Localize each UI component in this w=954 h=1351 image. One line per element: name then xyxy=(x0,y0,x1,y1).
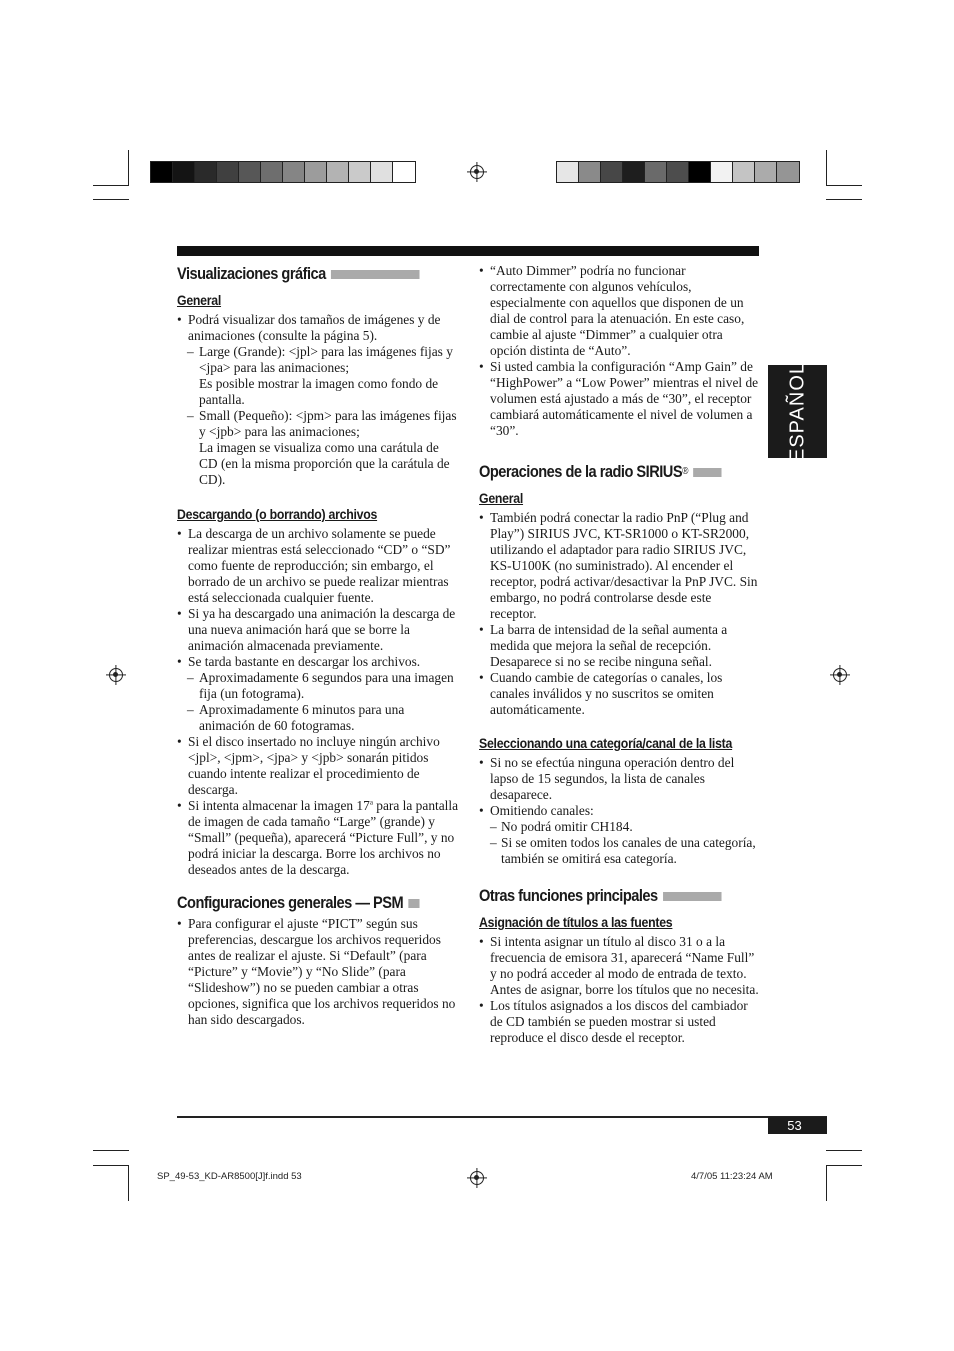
bullet-list xyxy=(479,934,761,1046)
list-item: • También podrá conectar la radio PnP (“Plug and Play”) SIRIUS JVC, KT-SR1000 o KT-SR2000, utilizando el adaptador para radio SIRIUS JVC, KS-U100K (no suministrado). Al encender el receptor, podrá activar/desactivar la PnP JVC. Sin embargo, no podrá controlarse desde este receptor. xyxy=(479,510,761,622)
bullet-list xyxy=(479,755,761,867)
color-swatch xyxy=(371,162,393,182)
section-rule xyxy=(331,270,420,279)
right-column xyxy=(479,263,761,1046)
crop-mark xyxy=(826,150,827,186)
list-subitem: – Small (Pequeño): <jpm> para las imágenes fijas y <jpb> para las animaciones; La imagen se visualiza como una carátula de CD (en la misma proporción que la carátula de CD). xyxy=(177,408,459,488)
list-item: • “Auto Dimmer” podría no funcionar correctamente con algunos vehículos, especialmente con aquellos que disponen de un dial de control para la atenuación. En este caso, cambie al ajuste “Dimmer” a cualquier otra opción distinta de “Auto”. xyxy=(479,263,761,359)
bullet-list xyxy=(177,312,459,488)
page-number: 53 xyxy=(787,1118,802,1133)
color-swatch xyxy=(667,162,689,182)
color-swatch xyxy=(195,162,217,182)
color-swatch xyxy=(755,162,777,182)
crop-mark xyxy=(826,199,862,200)
list-item: • La descarga de un archivo solamente se puede realizar mientras está seleccionado “CD” o “SD” como fuente de reproducción; sin embargo, el borrado de un archivo se puede realizar mientras está seleccionada cualquier fuente. xyxy=(177,526,459,606)
section-title-otras: Otras funciones principales xyxy=(479,885,722,907)
color-bar-right xyxy=(556,161,800,183)
color-swatch xyxy=(623,162,645,182)
list-subitem: – Large (Grande): <jpl> para las imágenes fijas y <jpa> para las animaciones; Es posible mostrar la imagen como fondo de pantalla. xyxy=(177,344,459,408)
crosshair-registration-icon xyxy=(470,1171,484,1185)
color-swatch xyxy=(557,162,579,182)
language-tab-label: ESPAÑOL xyxy=(786,361,808,462)
crosshair-registration-icon xyxy=(833,668,847,682)
list-item: • Si usted cambia la configuración “Amp Gain” de “HighPower” a “Low Power” mientras el nivel de volumen está ajustado a más de “30”, el receptor cambiará automáticamente el nivel de volumen a “30”. xyxy=(479,359,761,439)
footer-file: SP_49-53_KD-AR8500[J]f.indd 53 xyxy=(157,1171,302,1182)
page-number-box xyxy=(768,1117,827,1134)
color-swatch xyxy=(689,162,711,182)
list-subitem: – Aproximadamente 6 segundos para una imagen fija (un fotograma). xyxy=(177,670,459,702)
crop-mark xyxy=(826,1165,862,1166)
crosshair-registration-icon xyxy=(470,165,484,179)
crop-mark xyxy=(128,1165,129,1201)
crop-mark xyxy=(93,1165,129,1166)
list-subitem: – Si se omiten todos los canales de una categoría, también se omitirá esa categoría. xyxy=(479,835,761,867)
color-swatch xyxy=(393,162,415,182)
color-swatch xyxy=(711,162,733,182)
left-column xyxy=(177,263,459,1028)
list-item: • Los títulos asignados a los discos del cambiador de CD también se pueden mostrar si usted reproduce el disco desde el receptor. xyxy=(479,998,761,1046)
footer-date: 4/7/05 11:23:24 AM xyxy=(691,1171,773,1182)
bullet-list xyxy=(177,526,459,878)
list-item: • Si intenta almacenar la imagen 17$^a$ para la pantalla de imagen de cada tamaño “Large” (grande) y “Small” (pequeña), aparecerá “Picture Full”, y no podrá iniciar la descarga. Borre los archivos no deseados antes de la descarga. xyxy=(177,798,459,878)
color-swatch xyxy=(327,162,349,182)
footer-rule xyxy=(177,1116,827,1118)
color-swatch xyxy=(349,162,371,182)
list-item: • Omitiendo canales: xyxy=(479,803,761,819)
crosshair-registration-icon xyxy=(109,668,123,682)
subheading-general: General xyxy=(177,292,222,308)
color-swatch xyxy=(217,162,239,182)
color-swatch xyxy=(151,162,173,182)
section-title-psm: Configuraciones generales — PSM xyxy=(177,892,420,914)
color-swatch xyxy=(777,162,799,182)
crop-mark xyxy=(826,1165,827,1201)
bullet-list xyxy=(479,510,761,718)
color-swatch xyxy=(579,162,601,182)
list-subitem: – Aproximadamente 6 minutos para una animación de 60 fotogramas. xyxy=(177,702,459,734)
color-swatch xyxy=(261,162,283,182)
section-title-sirius: Operaciones de la radio SIRIUS ® xyxy=(479,461,722,483)
color-swatch xyxy=(283,162,305,182)
list-item: • Se tarda bastante en descargar los archivos. xyxy=(177,654,459,670)
list-item: • La barra de intensidad de la señal aumenta a medida que mejora la señal de recepción. Desaparece si no se recibe ninguna señal. xyxy=(479,622,761,670)
color-bar-left xyxy=(150,161,416,183)
list-item: • Para configurar el ajuste “PICT” según sus preferencias, descargue los archivos requeridos antes de realizar el ajuste. Si “Default” (para “Picture” y “Movie”) y “No Slide” (para “Slideshow”) no se pueden cambiar a otras opciones, significa que los archivos requeridos no han sido descargados. xyxy=(177,916,459,1028)
list-subitem: – No podrá omitir CH184. xyxy=(479,819,761,835)
list-item: • Si ya ha descargado una animación la descarga de una nueva animación hará que se borre la animación almacenada previamente. xyxy=(177,606,459,654)
crop-mark xyxy=(93,185,129,186)
list-item: • Cuando cambie de categorías o canales, los canales inválidos y no suscritos se omiten automáticamente. xyxy=(479,670,761,718)
color-swatch xyxy=(305,162,327,182)
crop-mark xyxy=(826,1150,862,1151)
subheading-descargando: Descargando (o borrando) archivos xyxy=(177,506,378,522)
crop-mark xyxy=(128,150,129,186)
subheading-general: General xyxy=(479,490,524,506)
crop-mark xyxy=(826,185,862,186)
list-item: • Si no se efectúa ninguna operación dentro del lapso de 15 segundos, la lista de canales desaparece. xyxy=(479,755,761,803)
color-swatch xyxy=(601,162,623,182)
bullet-list xyxy=(177,916,459,1028)
list-item: • Podrá visualizar dos tamaños de imágenes y de animaciones (consulte la página 5). xyxy=(177,312,459,344)
color-swatch xyxy=(239,162,261,182)
language-tab xyxy=(768,361,827,462)
bullet-list xyxy=(479,263,761,439)
header-rule xyxy=(177,246,759,256)
crop-mark xyxy=(93,199,129,200)
section-title-visualizaciones: Visualizaciones gráfica xyxy=(177,263,420,285)
crop-mark xyxy=(93,1150,129,1151)
section-rule xyxy=(693,468,721,477)
list-item: • Si intenta asignar un título al disco 31 o a la frecuencia de emisora 31, aparecerá “Name Full” y no podrá acceder al modo de entrada de texto. Antes de asignar, borre los títulos que no necesita. xyxy=(479,934,761,998)
subheading-asignacion: Asignación de títulos a las fuentes xyxy=(479,914,673,930)
color-swatch xyxy=(173,162,195,182)
section-rule xyxy=(663,892,722,901)
color-swatch xyxy=(645,162,667,182)
list-item: • Si el disco insertado no incluye ningún archivo <jpl>, <jpm>, <jpa> y <jpb> sonarán pitidos cuando intente realizar el procedimiento de descarga. xyxy=(177,734,459,798)
color-swatch xyxy=(733,162,755,182)
section-rule xyxy=(408,899,419,908)
subheading-seleccionando: Seleccionando una categoría/canal de la lista xyxy=(479,735,733,751)
